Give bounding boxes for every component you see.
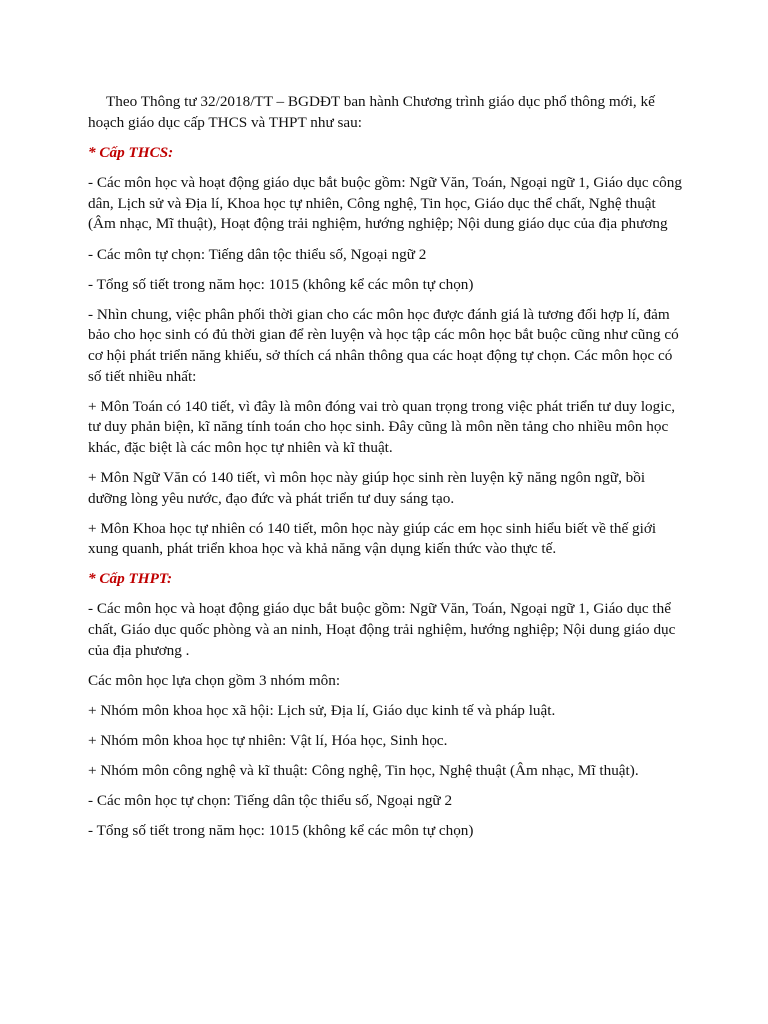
thpt-technology-group: + Nhóm môn công nghệ và kĩ thuật: Công nghệ, Tin học, Nghệ thuật (Âm nhạc, Mĩ thuật). [88, 761, 639, 779]
thcs-elective-subjects: - Các môn tự chọn: Tiếng dân tộc thiểu số, Ngoại ngữ 2 [88, 245, 427, 263]
thcs-math-item: + Môn Toán có 140 tiết, vì đây là môn đóng vai trò quan trọng trong việc phát triển tư duy logic, tư duy phản biện, kĩ năng tính toán cho học sinh. Đây cũng là môn nền tảng cho nhiều môn học khác, đặc biệt là các môn học tự nhiên và kĩ thuật. [88, 397, 675, 456]
thpt-natural-science-group: + Nhóm môn khoa học tự nhiên: Vật lí, Hóa học, Sinh học. [88, 731, 448, 749]
thcs-heading: * Cấp THCS: [88, 144, 174, 162]
thcs-mandatory-subjects: - Các môn học và hoạt động giáo dục bắt buộc gồm: Ngữ Văn, Toán, Ngoại ngữ 1, Giáo dục công dân, Lịch sử và Địa lí, Khoa học tự nhiên, Công nghệ, Tin học, Giáo dục thể chất, Nghệ thuật (Âm nhạc, Mĩ thuật), Hoạt động trải nghiệm, hướng nghiệp; Nội dung giáo dục của địa phương [88, 174, 682, 233]
thpt-elective-groups-intro: Các môn học lựa chọn gồm 3 nhóm môn: [88, 671, 341, 689]
intro-paragraph: Theo Thông tư 32/2018/TT – BGDĐT ban hành Chương trình giáo dục phổ thông mới, kế hoạch giáo dục cấp THCS và THPT như sau: [88, 93, 655, 131]
thpt-heading: * Cấp THPT: [88, 570, 173, 588]
thpt-elective-subjects: - Các môn học tự chọn: Tiếng dân tộc thiểu số, Ngoại ngữ 2 [88, 792, 453, 810]
document-page [88, 92, 682, 851]
thcs-literature-item: + Môn Ngữ Văn có 140 tiết, vì môn học này giúp học sinh rèn luyện kỹ năng ngôn ngữ, bồi dưỡng lòng yêu nước, đạo đức và phát triển tư duy sáng tạo. [88, 468, 646, 507]
thcs-overview: - Nhìn chung, việc phân phối thời gian cho các môn học được đánh giá là tương đối hợp lí, đảm bảo cho học sinh có đủ thời gian để rèn luyện và học tập các môn học bắt buộc cũng như cũng có cơ hội phát triển năng khiếu, sở thích cá nhân thông qua các hoạt động tự chọn. Các môn học có số tiết nhiều nhất: [88, 305, 679, 385]
thcs-science-item: + Môn Khoa học tự nhiên có 140 tiết, môn học này giúp các em học sinh hiểu biết về thế giới xung quanh, phát triển khoa học và khả năng vận dụng kiến thức vào thực tế. [88, 519, 657, 558]
thcs-total-periods: - Tổng số tiết trong năm học: 1015 (không kể các môn tự chọn) [88, 275, 474, 293]
thpt-social-science-group: + Nhóm môn khoa học xã hội: Lịch sử, Địa lí, Giáo dục kinh tế và pháp luật. [88, 701, 556, 719]
thpt-total-periods: - Tổng số tiết trong năm học: 1015 (không kể các môn tự chọn) [88, 822, 474, 840]
thpt-mandatory-subjects: - Các môn học và hoạt động giáo dục bắt buộc gồm: Ngữ Văn, Toán, Ngoại ngữ 1, Giáo dục thể chất, Giáo dục quốc phòng và an ninh, Hoạt động trải nghiệm, hướng nghiệp; Nội dung giáo dục của địa phương . [88, 600, 676, 659]
